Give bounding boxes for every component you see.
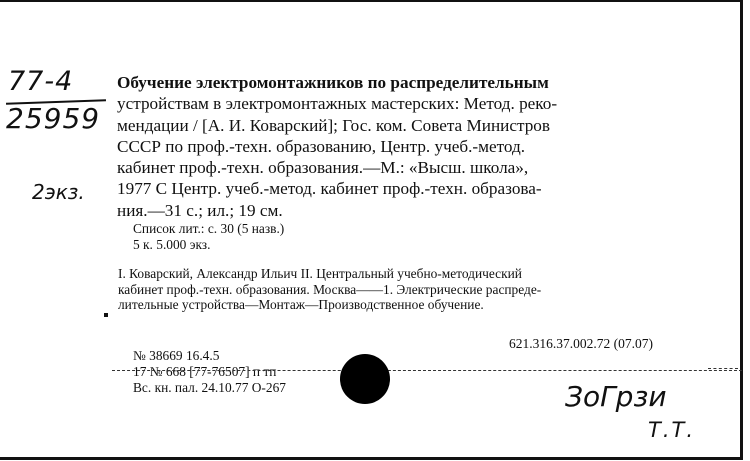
shelf-mark-top: 77-4 (8, 66, 74, 97)
copies-note: 2экз. (32, 180, 85, 204)
dashed-rule-tail (708, 368, 738, 369)
description-line-7: ния.—31 с.; ил.; 19 см. (117, 200, 283, 220)
price-run-note: 5 к. 5.000 экз. (133, 236, 211, 252)
shelf-mark-bottom: 25959 (6, 102, 101, 135)
production-line-2: 17 № 668 [77-76507] п тп (133, 364, 277, 379)
tracing-line-3: лительные устройства—Монтаж—Производственное обучение. (118, 297, 484, 312)
udc-code: 621.316.37.002.72 (07.07) (509, 336, 653, 351)
notes (133, 221, 284, 252)
description-line-1: Обучение электромонтажников по распределительным (117, 73, 549, 92)
description-line-3: мендации / [А. И. Коварский]; Гос. ком. Совета Министров (117, 115, 551, 135)
tracing (118, 266, 703, 313)
description-line-4: СССР по проф.-техн. образованию, Центр. учеб.-метод. (117, 136, 526, 156)
handwritten-initials: Т.Т. (648, 418, 696, 442)
description-line-2: устройствам в электромонтажных мастерских: Метод. реко- (117, 94, 558, 114)
production-line-1: № 38669 16.4.5 (133, 348, 220, 363)
bibliographic-description (117, 72, 695, 221)
production-data (133, 348, 286, 396)
punch-hole (340, 354, 390, 404)
dashed-rule (112, 370, 742, 372)
tracing-line-1: I. Коварский, Александр Ильич II. Центральный учебно-методический (118, 266, 522, 281)
tracing-line-2: кабинет проф.-техн. образования. Москва——1. Электрические распреде- (118, 281, 542, 297)
description-line-5: кабинет проф.-техн. образования.—М.: «Высш. школа», (117, 158, 529, 178)
margin-tick (104, 313, 108, 317)
description-line-6: 1977 С Центр. учеб.-метод. кабинет проф.-техн. образова- (117, 179, 542, 199)
bibliography-note: Список лит.: с. 30 (5 назв.) (133, 221, 285, 236)
handwritten-signature: ЗоГрзи (565, 380, 667, 413)
production-line-3: Вс. кн. пал. 24.10.77 О-267 (133, 380, 286, 395)
